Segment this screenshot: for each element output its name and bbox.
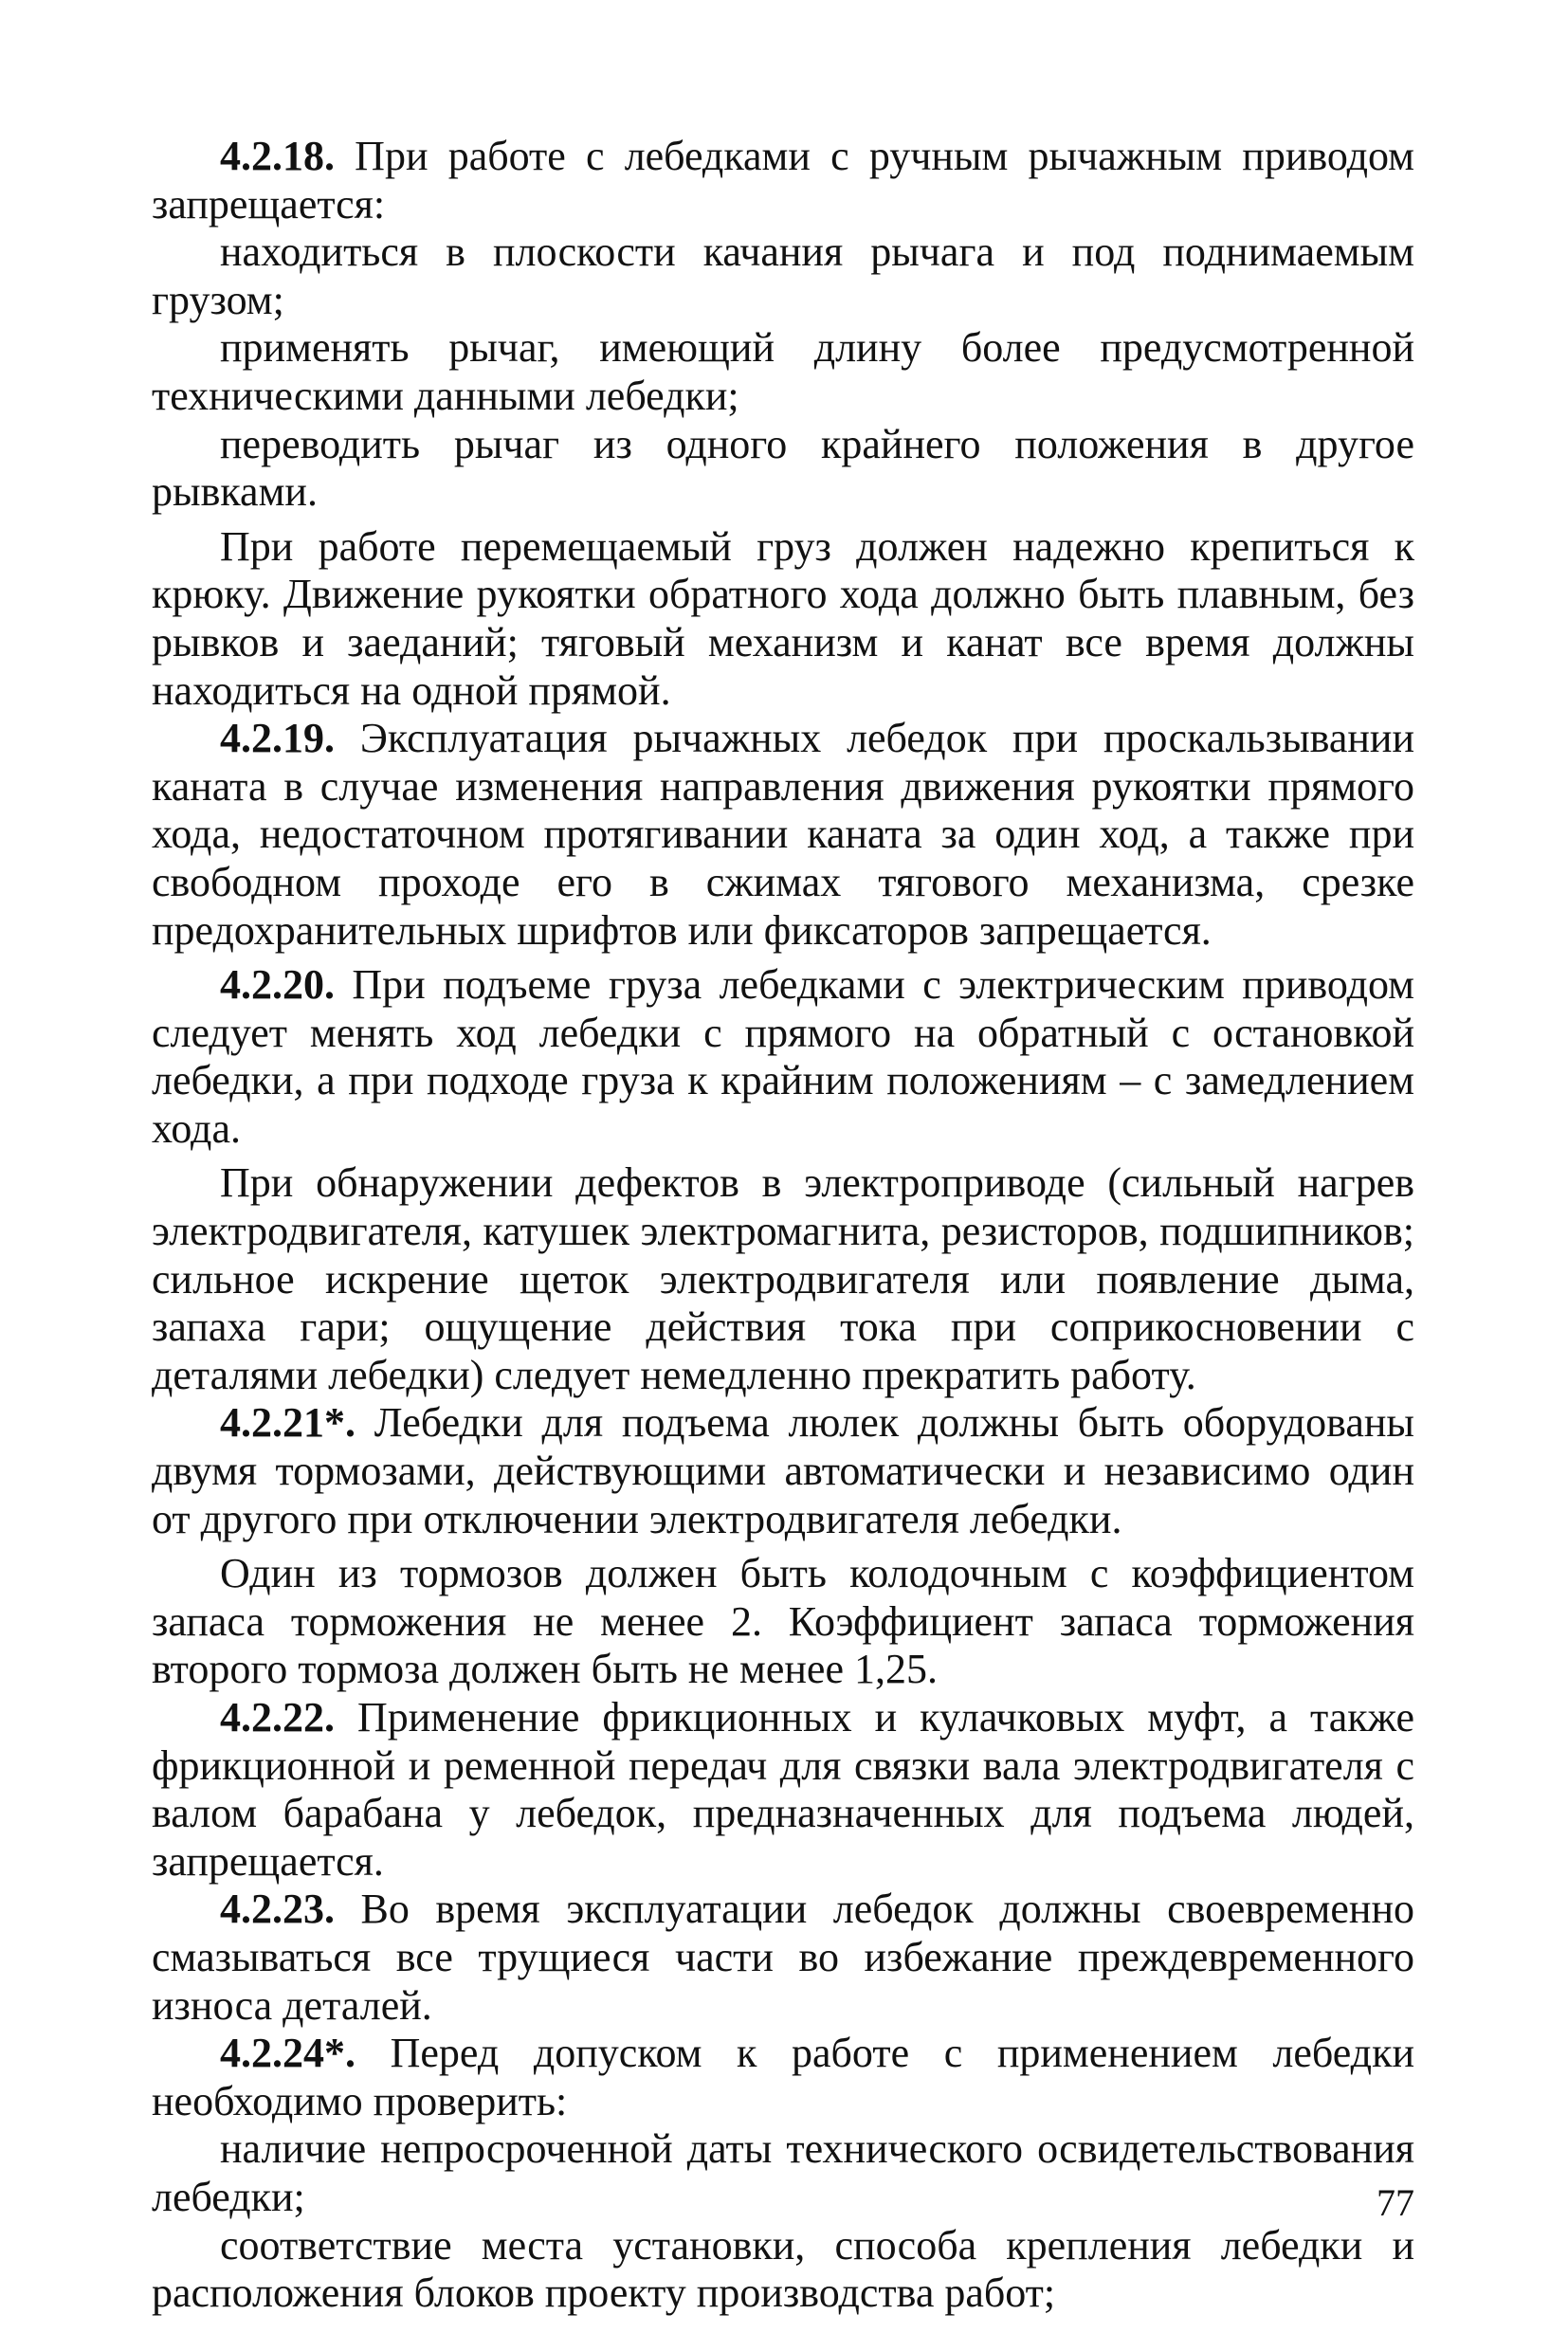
paragraph-4-2-21: [152, 1399, 1414, 1543]
page-number: 77: [1377, 2181, 1414, 2224]
paragraph-text: переводить рычаг из одного крайнего положения в другое рывками.: [152, 420, 1414, 516]
paragraph-4-2-19: [152, 715, 1414, 955]
clause-number: 4.2.22.: [220, 1694, 335, 1740]
clause-number: 4.2.18.: [220, 133, 335, 179]
clause-number: 4.2.20.: [220, 961, 335, 1009]
paragraph-text: Лебедки для подъема люлек должны быть оборудованы двумя тормозами, действующими автоматически и независимо один от другого при отключении электродвигателя лебедки.: [152, 1399, 1414, 1542]
paragraph-text: Перед допуском к работе с применением лебедки необходимо проверить:: [152, 2030, 1414, 2124]
paragraph-text: При работе перемещаемый груз должен надежно крепиться к крюку. Движение рукоятки обратного хода должно быть плавным, без рывков и заеданий; тяговый механизм и канат все время должны находиться на одной прямой.: [152, 522, 1414, 714]
paragraph-text: наличие непросроченной даты технического освидетельствования лебедки;: [152, 2125, 1414, 2220]
paragraph-text: находиться в плоскости качания рычага и под поднимаемым грузом;: [152, 228, 1414, 323]
clause-number: 4.2.23.: [220, 1886, 335, 1933]
paragraph-4-2-24: [152, 2030, 1414, 2125]
list-item: [152, 2222, 1414, 2318]
paragraph-text: При обнаружении дефектов в электроприводе (сильный нагрев электродвигателя, катушек электромагнита, резисторов, подшипников; сильное искрение щеток электродвигателя или появление дыма, запаха гари; ощущение действия тока при соприкосновении с деталями лебедки) следует немедленно прекратить работу.: [152, 1159, 1414, 1398]
paragraph-text: соответствие места установки, способа крепления лебедки и расположения блоков проекту производства работ;: [152, 2221, 1414, 2317]
paragraph-text: При работе с лебедками с ручным рычажным приводом запрещается:: [152, 133, 1414, 228]
paragraph-text: При подъеме груза лебедками с электрическим приводом следует менять ход лебедки с прямого на обратный с остановкой лебедки, а при подходе груза к крайним положениям – с замедлением хода.: [152, 961, 1414, 1152]
paragraph-text: применять рычаг, имеющий длину более предусмотренной техническими данными лебедки;: [152, 324, 1414, 419]
clause-number: 4.2.19.: [220, 715, 335, 762]
paragraph: [152, 1550, 1414, 1694]
paragraph: [152, 523, 1414, 715]
paragraph-text: Один из тормозов должен быть колодочным с коэффициентом запаса торможения не менее 2. Коэффициент запаса торможения второго тормоза должен быть не менее 1,25.: [152, 1550, 1414, 1693]
list-item: [152, 421, 1414, 517]
paragraph-text: Во время эксплуатации лебедок должны своевременно смазываться все трущиеся части во избежание преждевременного износа деталей.: [152, 1886, 1414, 2029]
list-item: [152, 2125, 1414, 2221]
document-body: [152, 133, 1414, 2318]
list-item: [152, 228, 1414, 324]
paragraph-4-2-18: [152, 133, 1414, 228]
paragraph-text: Эксплуатация рычажных лебедок при проскальзывании каната в случае изменения направления движения рукоятки прямого хода, недостаточном протягивании каната за один ход, а также при свободном проходе его в сжимах тягового механизма, срезке предохранительных шрифтов или фиксаторов запрещается.: [152, 715, 1414, 954]
paragraph-text: Применение фрикционных и кулачковых муфт, а также фрикционной и ременной передач для связки вала электродвигателя с валом барабана у лебедок, предназначенных для подъема людей, запрещается.: [152, 1694, 1414, 1885]
clause-number: 4.2.21*.: [220, 1399, 356, 1447]
paragraph-4-2-23: [152, 1886, 1414, 2030]
paragraph-4-2-22: [152, 1694, 1414, 1886]
list-item: [152, 324, 1414, 420]
paragraph: [152, 1159, 1414, 1399]
clause-number: 4.2.24*.: [220, 2030, 356, 2077]
paragraph-4-2-20: [152, 961, 1414, 1153]
